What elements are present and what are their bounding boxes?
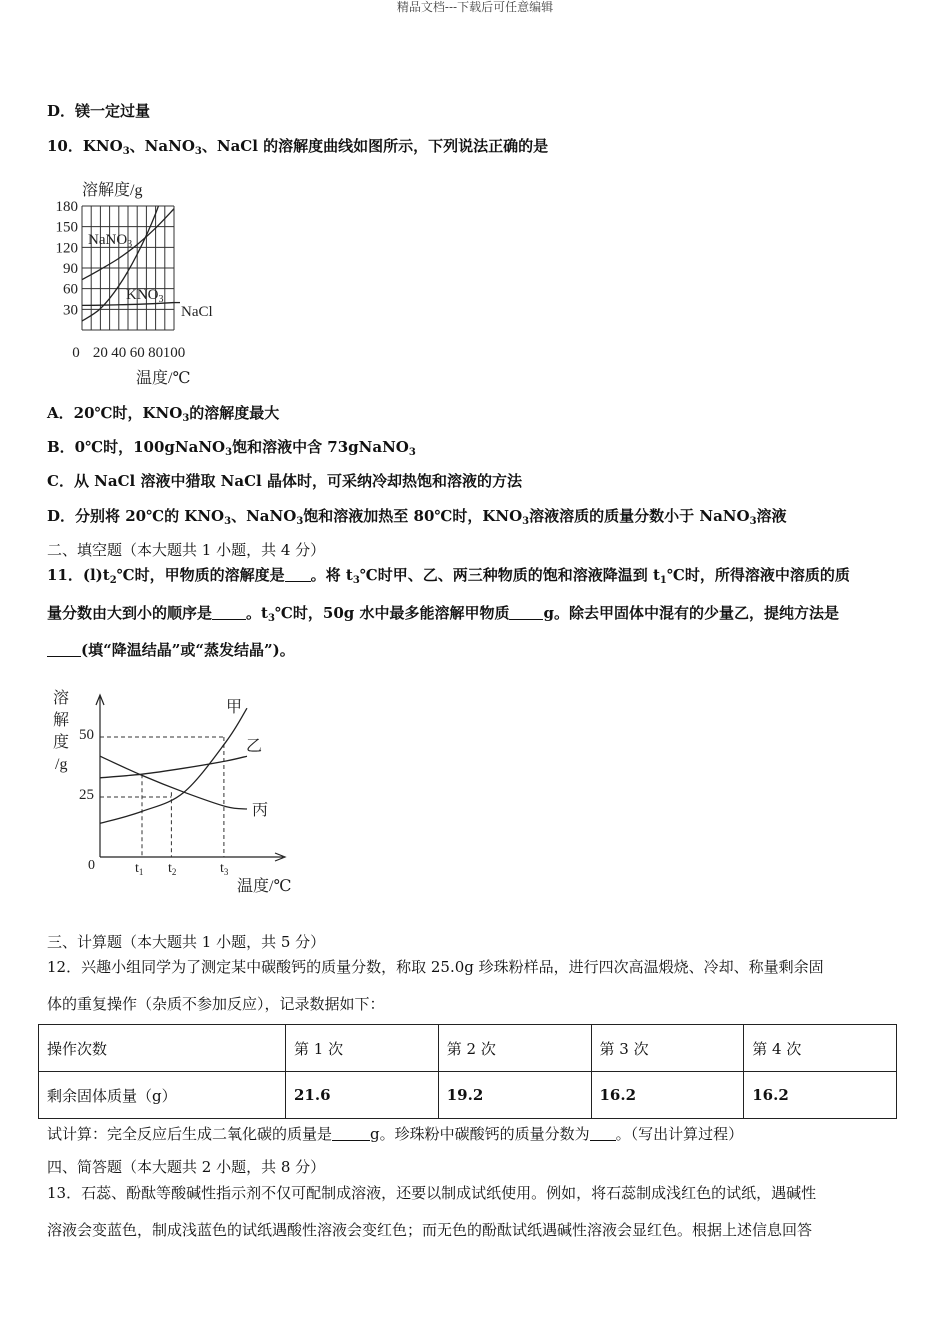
q12-calc: 试计算：完全反应后生成二氧化碳的质量是 g。珍珠粉中碳酸钙的质量分数为 。（写出计算过程） [47, 1125, 744, 1143]
table-header-cell: 操作次数 [39, 1025, 286, 1072]
solubility-chart [40, 175, 240, 390]
q13-line2: 溶液会变蓝色，制成浅蓝色的试纸遇酸性溶液会变红色；而无色的酚酞试纸遇碱性溶液会显红色。根据上述信息回答 [47, 1221, 813, 1239]
q13-line1: 13．石蕊、酚酞等酸碱性指示剂不仅可配制成溶液，还要以制成试纸使用。例如，将石蕊制成浅红色的试纸，遇碱性 [47, 1184, 817, 1202]
y-tick-label: 150 [55, 219, 78, 236]
table-header-row [39, 1025, 897, 1072]
page-header: 精品文档---下载后可任意编辑 [396, 0, 554, 14]
q12-line1: 12．兴趣小组同学为了测定某中碳酸钙的质量分数，称取 25.0g 珍珠粉样品，进行四次高温煅烧、冷却、称量剩余固 [47, 958, 824, 976]
x-tick-t3: $t_3$ [220, 861, 229, 877]
section4-title: 四、简答题（本大题共 2 小题，共 8 分） [47, 1158, 326, 1176]
q12-line2: 体的重复操作（杂质不参加反应），记录数据如下： [47, 995, 385, 1013]
dashed-guides [100, 737, 224, 857]
answer-blank [47, 642, 81, 657]
q10-option-c: C．从 NaCl 溶液中猎取 NaCl 晶体时，可采纳冷却热饱和溶液的方法 [47, 472, 522, 490]
table-cell: 21.6 [286, 1072, 439, 1119]
svg-text:度: 度 [53, 734, 70, 751]
series-label-kno3: $KNO_3$ [126, 287, 164, 305]
y-tick-label: 180 [55, 199, 78, 215]
series-label-bing: 丙 [252, 802, 269, 819]
y-axis-label: 溶解度/g [82, 182, 143, 199]
x-tick-label: 80 [148, 345, 164, 361]
x-axis-label: 温度/℃ [237, 878, 292, 895]
y-tick-label: 25 [79, 787, 94, 803]
q9-option-d: D．镁一定过量 [47, 102, 151, 120]
answer-blank [509, 605, 543, 620]
answer-blank [285, 567, 311, 582]
y-tick-labels [56, 199, 79, 318]
table-header-cell: 第 2 次 [438, 1025, 591, 1072]
q11-line1: 11．$(l)t_2℃$时，甲物质的溶解度是 。将 $t_3℃$时甲、乙、两三种物质的饱和溶液降温到 $t_1℃$时，所得溶液中溶质的质 [47, 566, 850, 586]
table-header-cell: 第 3 次 [591, 1025, 744, 1072]
x-tick-label: 100 [162, 345, 186, 361]
q10-option-b: B．0℃时，100gNaNO$_3$饱和溶液中含 73gNaNO$_3$ [47, 438, 416, 458]
series-label-jia: 甲 [226, 699, 243, 716]
svg-text:/g: /g [55, 756, 68, 773]
x-tick-t2: $t_2$ [168, 861, 177, 877]
chart-axes [96, 695, 285, 861]
q10-option-d: D．分别将 20℃的 $KNO_3$、NaNO$_3$饱和溶液加热至 80℃时，$KNO_3$溶液溶质的质量分数小于 NaNO$_3$溶液 [47, 507, 787, 527]
q11-line2: 量分数由大到小的顺序是 。$t_3℃$时，50g 水中最多能溶解甲物质 g。除去甲固体中混有的少量乙，提纯方法是 [47, 604, 839, 624]
answer-blank [590, 1126, 616, 1141]
y-tick-label: 30 [63, 302, 78, 319]
svg-text:解: 解 [53, 712, 70, 729]
data-table [38, 1024, 897, 1119]
chart-grid [82, 206, 174, 330]
table-row [39, 1072, 897, 1119]
q11-line3: (填“降温结晶”或“蒸发结晶”)。 [47, 640, 295, 660]
answer-blank [332, 1126, 370, 1141]
solubility-chart-2 [45, 685, 305, 900]
series-label-nano3: NaNO$_3$ [88, 232, 133, 250]
answer-blank [212, 605, 246, 620]
q10-option-a: A．20℃时，$KNO_3$的溶解度最大 [47, 404, 280, 424]
x-axis-label: 温度/℃ [136, 370, 191, 387]
series-line-bing [100, 756, 247, 809]
section3-title: 三、计算题（本大题共 1 小题，共 5 分） [47, 933, 326, 951]
x-tick-label: 40 [111, 345, 127, 361]
y-axis-label [53, 689, 69, 773]
series-label-nacl: NaCl [181, 304, 213, 320]
table-cell: 16.2 [591, 1072, 744, 1119]
y-tick-label: 120 [55, 240, 78, 257]
x-tick-label: 60 [129, 345, 145, 361]
x-tick-label: 0 [72, 345, 80, 361]
q10-stem: 10．$KNO_3$、NaNO$_3$、NaCl 的溶解度曲线如图所示，下列说法正确的是 [47, 137, 549, 157]
table-cell: 19.2 [438, 1072, 591, 1119]
section2-title: 二、填空题（本大题共 1 小题，共 4 分） [47, 541, 326, 559]
x-tick-label: 20 [92, 345, 108, 361]
table-cell: 剩余固体质量（g） [39, 1072, 286, 1119]
origin-label: 0 [88, 858, 95, 873]
svg-text:溶: 溶 [53, 690, 70, 707]
x-tick-t1: $t_1$ [135, 861, 144, 877]
chart-series [100, 708, 247, 823]
table-header-cell: 第 1 次 [286, 1025, 439, 1072]
series-label-yi: 乙 [246, 738, 263, 755]
y-tick-label: 60 [63, 281, 78, 298]
table-cell: 16.2 [744, 1072, 897, 1119]
y-tick-label: 90 [63, 261, 78, 277]
x-tick-labels [72, 345, 185, 361]
y-tick-label: 50 [79, 727, 94, 743]
table-header-cell: 第 4 次 [744, 1025, 897, 1072]
